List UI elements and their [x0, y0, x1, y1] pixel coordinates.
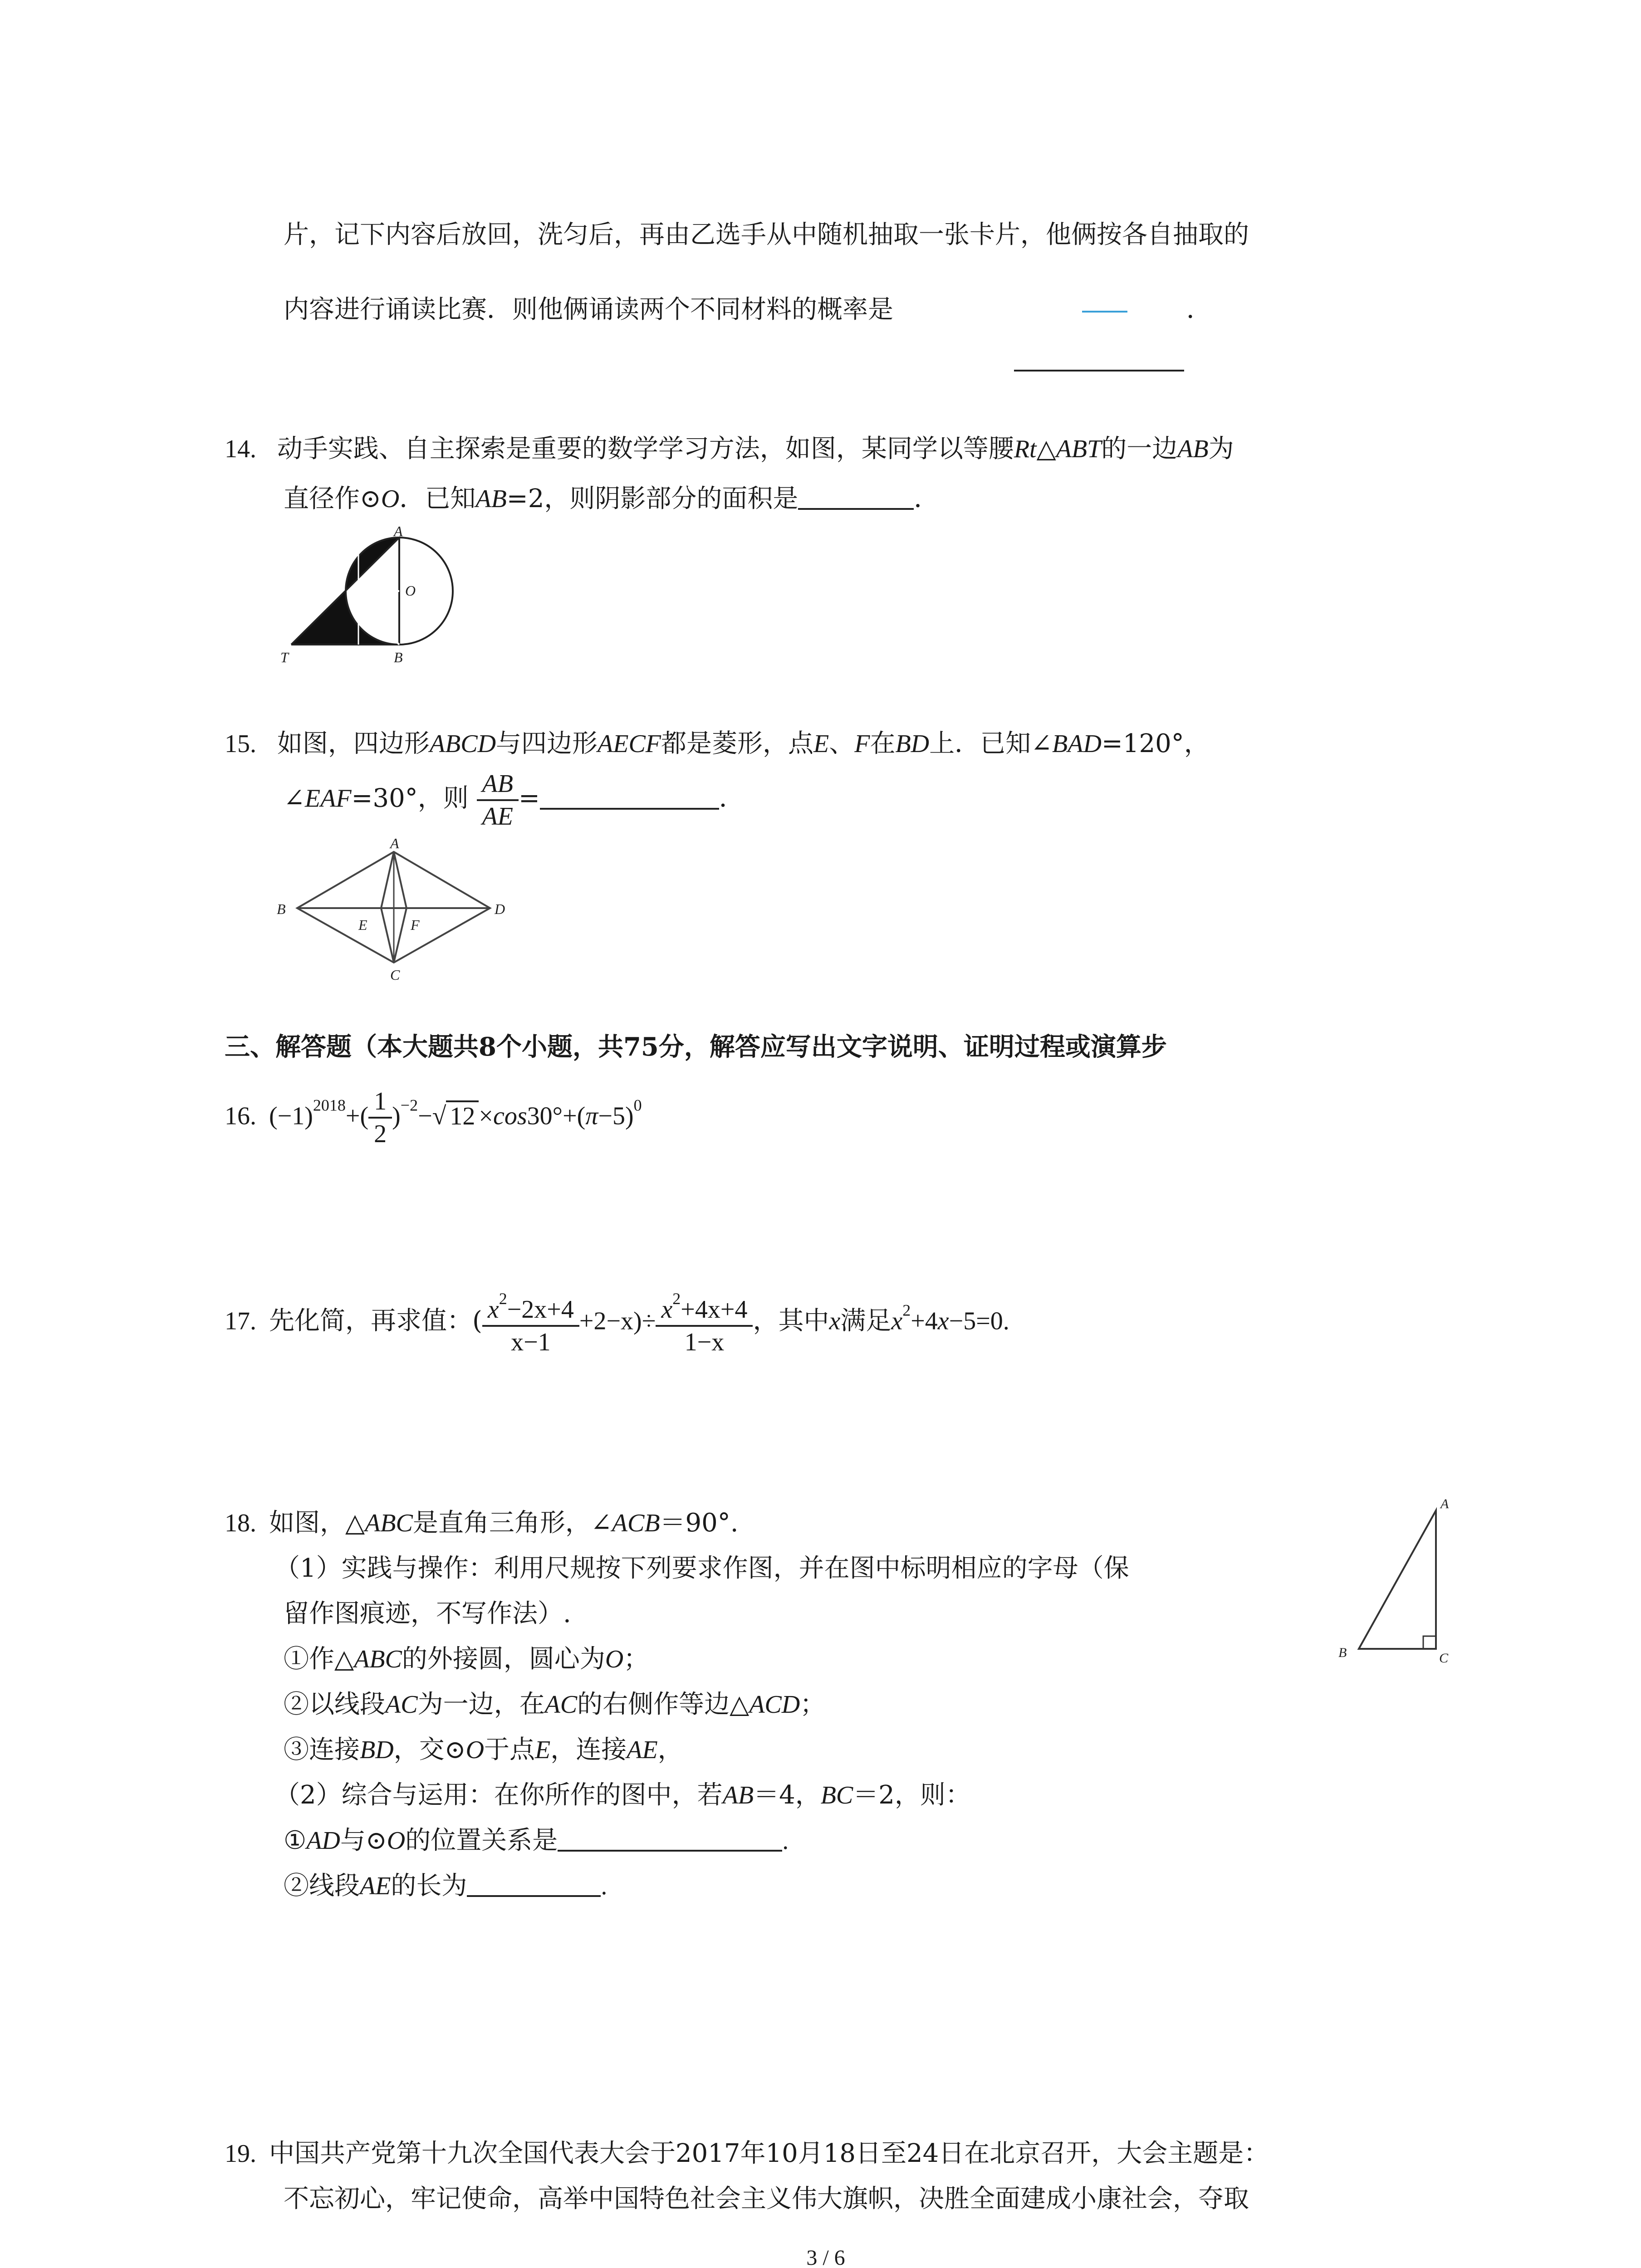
- q18-line3: 留作图痕迹，不写作法）.: [284, 1599, 571, 1628]
- answer-blank[interactable]: [558, 1849, 782, 1852]
- answer-blank[interactable]: [467, 1895, 601, 1897]
- q18-line1: 18. 如图，△ABC是直角三角形，∠ACB＝90°.: [225, 1508, 739, 1538]
- q13-text: 片，记下内容后放回，洗匀后，再由乙选手从中随机抽取一张卡片，他俩按各自抽取的: [284, 220, 1249, 249]
- q14-line2: 直径作⊙O．已知AB=2，则阴影部分的面积是 ．: [284, 484, 940, 513]
- q15-line2: ∠EAF=30°，则 $\frac{AB}{AE}$ = ．: [284, 770, 745, 831]
- q13-line2: [284, 297, 893, 323]
- q14-figure: [272, 523, 463, 667]
- q18-step2: ②以线段AC为一边，在AC的右侧作等边△ACD；: [284, 1690, 826, 1719]
- q17-fraction-1: $\frac{x^2-2x+4}{x-1}$: [482, 1290, 579, 1355]
- q18-answer1: ①AD与⊙O的位置关系是 .: [284, 1826, 789, 1855]
- right-angle-mark: [1423, 1636, 1436, 1649]
- figure-point-label: A: [1440, 1496, 1449, 1511]
- figure-point-label: E: [358, 917, 367, 933]
- figure-point-label: O: [405, 582, 416, 599]
- sqrt-radical: √: [432, 1102, 446, 1130]
- question-number: 19.: [225, 2140, 256, 2168]
- figure-point-label: C: [1439, 1651, 1449, 1666]
- figure-point-label: F: [411, 917, 420, 933]
- figure-point-label: D: [495, 901, 505, 917]
- answer-blank[interactable]: [798, 508, 914, 510]
- question-number: 14.: [225, 435, 256, 463]
- question-number: 17.: [225, 1307, 256, 1335]
- question-number: 18.: [225, 1509, 256, 1537]
- section-heading: 三、解答题（本大题共8个小题，共75分，解答应写出文字说明、证明过程或演算步: [225, 1032, 1167, 1062]
- q16-expression: 16. $(-1)^{2018}+$( $\frac{1}{2}$ )$^{-2}$−√ $12 \times\cos 30^\circ+(\pi-5)^0$: [225, 1087, 642, 1148]
- q16-fraction: $\frac{1}{2}$: [368, 1089, 392, 1147]
- q18-step3: ③连接BD，交⊙O于点E，连接AE，: [284, 1735, 683, 1765]
- figure-point-label: A: [394, 523, 403, 539]
- q13-answer-blank[interactable]: [1014, 370, 1184, 371]
- q18-line2: （1）实践与操作：利用尺规按下列要求作图，并在图中标明相应的字母（保: [274, 1554, 1129, 1583]
- question-number: 15.: [225, 730, 256, 758]
- q13-text2: 内容进行诵读比赛．则他俩诵读两个不同材料的概率是: [284, 295, 893, 324]
- figure-point-label: B: [1338, 1645, 1347, 1660]
- figure-point-label: B: [277, 901, 286, 917]
- q17-expression: 17. 先化简，再求值：( $\frac{x^2-2x+4}{x-1}$ +2−x)÷ $\frac{x^2+4x+4}{1-x}$ ，其中x满足$x^2+4x-5=0$.: [225, 1290, 1009, 1356]
- q13-answer-accent: [1082, 311, 1127, 313]
- q15-figure: [277, 835, 508, 983]
- q19-line1: 19. 中国共产党第十九次全国代表大会于2017年10月18日至24日在北京召开，大会主题是：: [225, 2139, 1269, 2168]
- triangle-abc: [1359, 1510, 1436, 1649]
- q14-line1: 14. 动手实践、自主探索是重要的数学学习方法，如图，某同学以等腰Rt△ABT的一边AB为: [225, 434, 1234, 464]
- figure-point-label: T: [280, 649, 289, 665]
- figure-point-label: B: [394, 649, 403, 665]
- q18-part2: （2）综合与运用：在你所作的图中，若AB＝4，BC＝2，则：: [274, 1780, 971, 1810]
- q18-step1: ①作△ABC的外接圆，圆心为O；: [284, 1644, 649, 1674]
- q17-fraction-2: $\frac{x^2+4x+4}{1-x}$: [656, 1290, 753, 1355]
- q18-answer2: ②线段AE的长为 .: [284, 1871, 607, 1901]
- q18-figure: [1325, 1490, 1456, 1672]
- figure-point-label: A: [390, 835, 399, 851]
- q13-line1: [284, 222, 1249, 248]
- question-number: 16.: [225, 1102, 256, 1130]
- q13-end: ．: [1186, 295, 1212, 324]
- answer-blank[interactable]: [540, 807, 719, 810]
- figure-point-label: C: [390, 967, 400, 983]
- q19-line2: 不忘初心，牢记使命，高举中国特色社会主义伟大旗帜，决胜全面建成小康社会，夺取: [284, 2184, 1249, 2214]
- q15-fraction: $\frac{AB}{AE}$: [477, 771, 519, 829]
- page-number: 3 / 6: [806, 2246, 845, 2268]
- q15-line1: 15. 如图，四边形ABCD与四边形AECF都是菱形，点E、F在BD上．已知∠BAD=120°，: [225, 729, 1210, 758]
